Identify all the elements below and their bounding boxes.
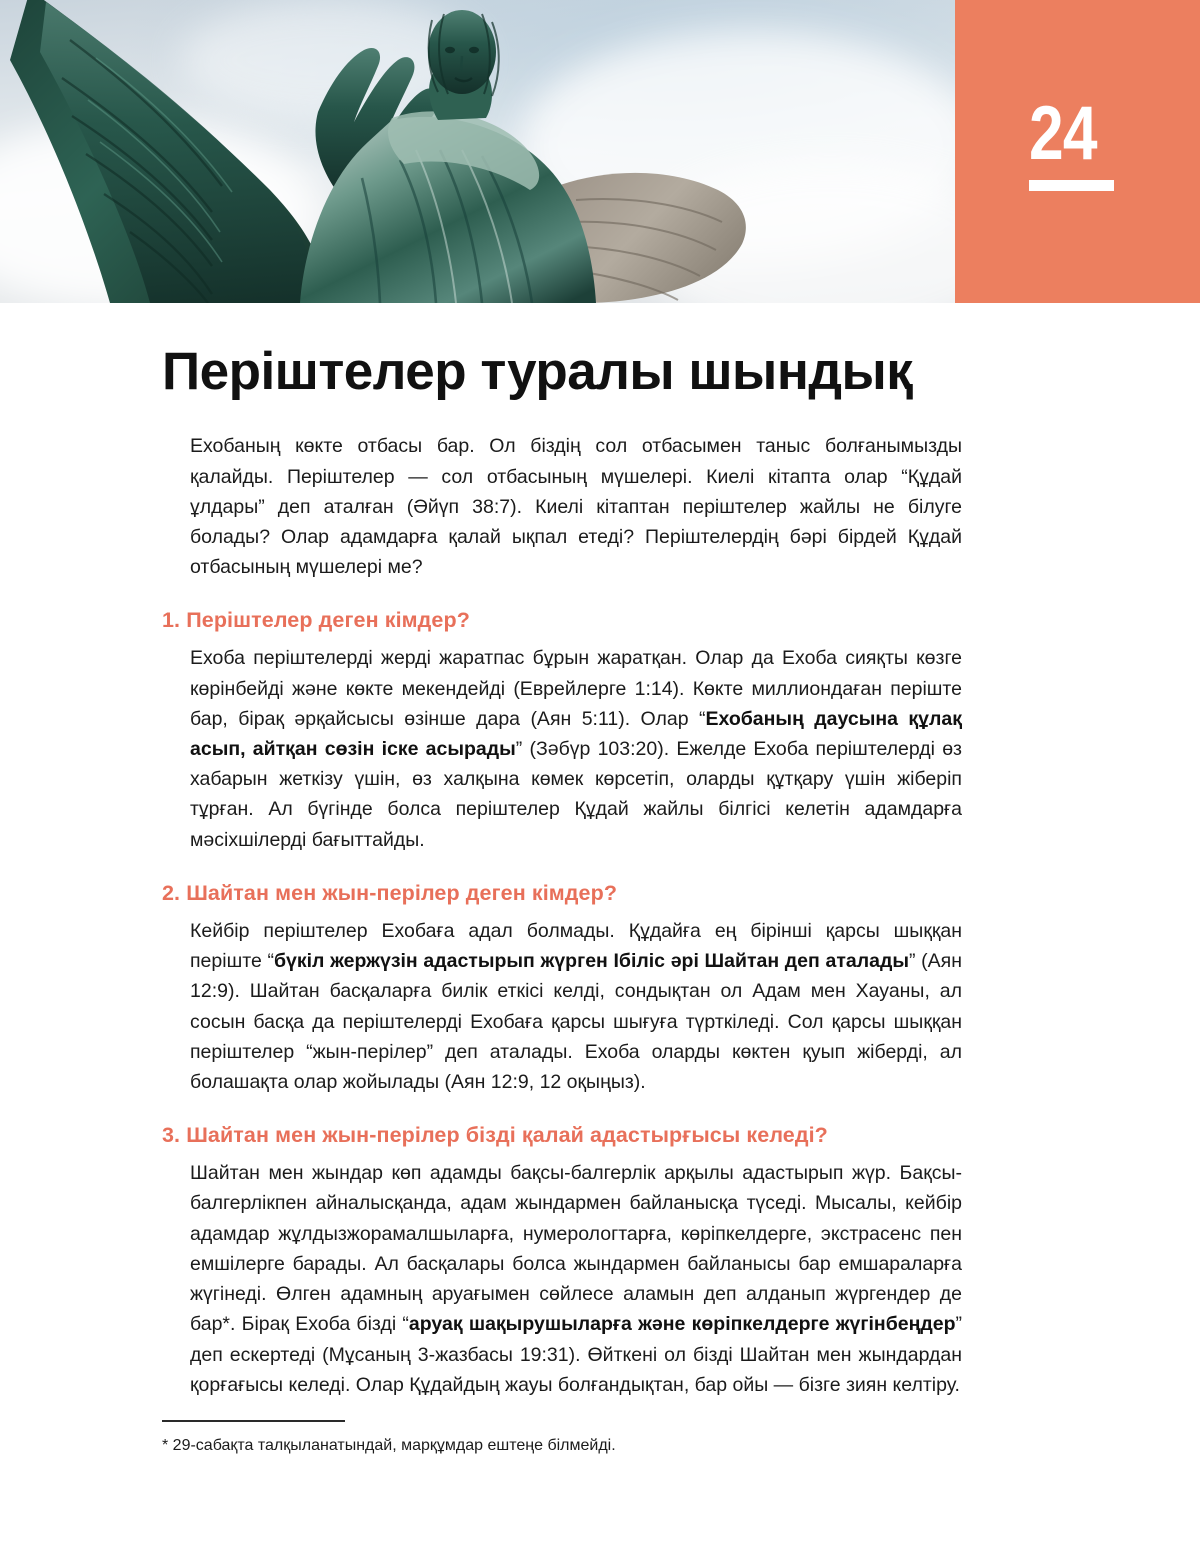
section-3-bold-quote: аруақ шақырушыларға және көріпкелдерге жүгінбеңдер — [408, 1313, 956, 1336]
section-heading-3: 3. Шайтан мен жын-перілер бізді қалай адастырғысы келеді? — [162, 1123, 828, 1148]
footnote-area — [162, 1420, 962, 1457]
section-3-text-a: Шайтан мен жындар көп адамды бақсы-балгерлік арқылы адастырып жүр. Бақсы-балгерлікпен айналысқанда, адам жындармен байланысқа түседі. Мысалы, кейбір адамдар жұлдызжорамалшыларға, нумерологтарға, көріпкелдерге, экстрасенс пен емшілерге барады. Ал басқалары болса жындармен байланысы бар емшараларға жүгінеді. Өлген адамның аруағымен сөйлесе аламын деп алданып жүргендер де бар*. Бірақ Ехоба бізді “ — [190, 1162, 962, 1336]
section-heading-1: 1. Періштелер деген кімдер? — [162, 608, 470, 633]
article-content — [0, 303, 1200, 1457]
section-1-text-b: ” (Зәбүр 103:20). Ежелде Ехоба періштелерді өз хабарын жеткізу үшін, өз халқына көмек көрсетіп, оларды құтқару үшін жіберіп тұрған. Ал бүгінде болса періштелер Құдай жайлы білгісі келетін адамдарға мәсіхшілерді бағыттайды. — [190, 738, 962, 851]
section-2-text-b: ” (Аян 12:9). Шайтан басқаларға билік еткісі келді, сондықтан ол Адам мен Хауаны, ал сосын басқа да періштелерді Ехобаға қарсы шығуға түрткіледі. Сол қарсы шыққан періштелер “жын-перілер” деп аталады. Ехоба оларды көктен қуып жіберді, ал болашақта олар жойылады (Аян 12:9, 12 оқыңыз). — [190, 950, 962, 1094]
text-column — [0, 431, 1200, 1457]
section-body-3 — [190, 1158, 962, 1400]
section-1-bold-quote: Ехобаның даусына құлақ асып, айтқан сөзін іске асырады — [190, 707, 962, 761]
angel-statue-icon — [0, 0, 955, 303]
section-2-bold-quote: бүкіл жержүзін адастырып жүрген Ібіліс әрі Шайтан деп аталады — [273, 950, 909, 973]
page-title: Періштелер туралы шындық — [162, 342, 913, 401]
intro-paragraph: Ехобаның көкте отбасы бар. Ол біздің сол отбасымен таныс болғанымызды қалайды. Періштелер — сол отбасының мүшелері. Киелі кітапта олар “Құдай ұлдары” деп аталған (Әйүп 38:7). Киелі кітаптан періштелер жайлы не білуге болады? Олар адамдарға қалай ықпал етеді? Періштелердің бәрі бірдей Құдай отбасының мүшелері ме? — [190, 435, 962, 579]
section-heading-2: 2. Шайтан мен жын-перілер деген кімдер? — [162, 880, 618, 905]
section-body-1 — [190, 643, 962, 855]
hero-banner — [0, 0, 1200, 303]
footnote-divider — [162, 1420, 345, 1422]
page-number-badge — [955, 0, 1200, 303]
section-body-2 — [190, 916, 962, 1097]
section-3-text-b: ” деп ескертеді (Мұсаның 3-жазбасы 19:31). Өйткені ол бізді Шайтан мен жындардан қорғағысы келеді. Олар Құдайдың жауы болғандықтан, бар ойы — бізге зиян келтіру. — [190, 1313, 963, 1396]
section-2-text-a: Кейбір періштелер Ехобаға адал болмады. Құдайға ең бірінші қарсы шыққан періште “ — [190, 919, 962, 973]
footnote-text: * 29-сабақта талқыланатындай, марқұмдар ештеңе білмейді. — [162, 1436, 616, 1454]
hero-photo — [0, 0, 955, 303]
page-number-underline — [1029, 180, 1114, 191]
page-number: 24 — [1029, 91, 1097, 176]
section-1-text-a: Ехоба періштелерді жерді жаратпас бұрын жаратқан. Олар да Ехоба сияқты көзге көрінбейді және көкте мекендейді (Еврейлерге 1:14). Көкте миллиондаған періште бар, бірақ әрқайсысы өзінше дара (Аян 5:11). Олар “ — [190, 647, 962, 730]
